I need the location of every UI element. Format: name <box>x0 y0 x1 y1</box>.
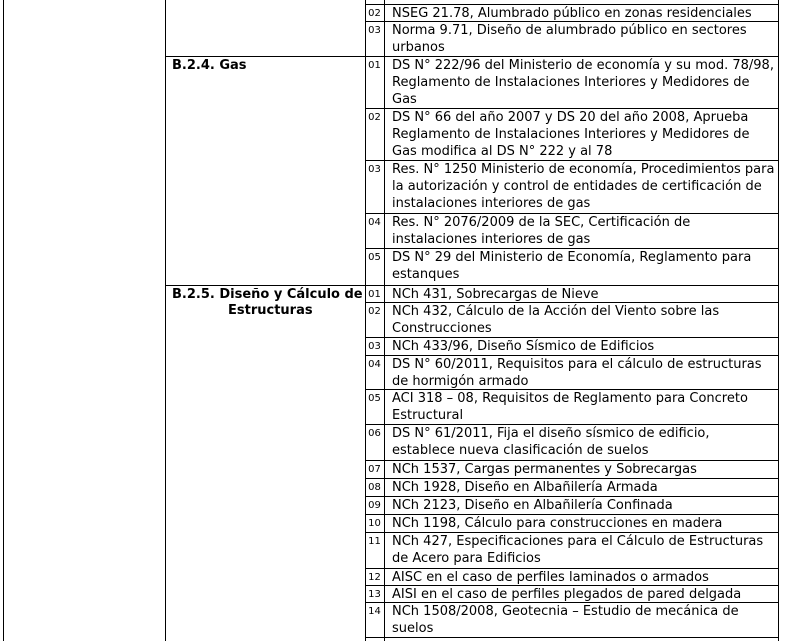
item-number: 14 <box>368 606 381 617</box>
item-number: 07 <box>368 464 381 475</box>
item-text: DS N° 61/2011, Fija el diseño sísmico de edificio, establece nueva clasificación de suelos <box>392 426 710 458</box>
item-number: 03 <box>368 25 381 36</box>
item-number: 02 <box>368 112 381 123</box>
item-number: 12 <box>368 572 381 583</box>
section-title-estructuras <box>172 287 363 319</box>
item-text: NCh 1198, Cálculo para construcciones en madera <box>392 516 723 531</box>
left-margin-line <box>3 0 4 641</box>
item-number: 10 <box>368 518 381 529</box>
item-number: 06 <box>368 428 381 439</box>
item-text: NSEG 21.78, Alumbrado público en zonas residenciales <box>392 6 752 21</box>
item-text: Norma 9.71, Diseño de alumbrado público en sectores urbanos <box>392 23 747 55</box>
item-number: 04 <box>368 217 381 228</box>
item-text: DS N° 29 del Ministerio de Economía, Reglamento para estanques <box>392 250 752 282</box>
item-number: 09 <box>368 500 381 511</box>
item-text: AISI en el caso de perfiles plegados de pared delgada <box>392 587 742 602</box>
item-text: NCh 432, Cálculo de la Acción del Viento sobre las Construcciones <box>392 304 720 336</box>
item-text: ACI 318 – 08, Requisitos de Reglamento para Concreto Estructural <box>392 391 748 423</box>
item-number: 05 <box>368 393 381 404</box>
item-text: DS N° 60/2011, Requisitos para el cálculo de estructuras de hormigón armado <box>392 357 762 389</box>
item-text: DS N° 66 del año 2007 y DS 20 del año 2008, Aprueba Reglamento de Instalaciones Interiores y Medidores de Gas modifica al DS N° 222 y al 78 <box>392 110 750 159</box>
table-left-border <box>165 0 166 641</box>
item-number: 04 <box>368 359 381 370</box>
item-text: NCh 1508/2008, Geotecnia – Estudio de mecánica de suelos <box>392 604 739 636</box>
item-number: 03 <box>368 164 381 175</box>
item-number: 02 <box>368 306 381 317</box>
item-text: DS N° 222/96 del Ministerio de economía y su mod. 78/98, Reglamento de Instalaciones Interiores y Medidores de Gas <box>392 58 774 107</box>
item-number: 01 <box>368 289 381 300</box>
item-text: NCh 1928, Diseño en Albañilería Armada <box>392 480 658 495</box>
item-text: NCh 433/96, Diseño Sísmico de Edificios <box>392 339 655 354</box>
item-number: 02 <box>368 8 381 19</box>
item-number: 01 <box>368 60 381 71</box>
item-text: NCh 1537, Cargas permanentes y Sobrecargas <box>392 462 697 477</box>
item-number: 13 <box>368 589 381 600</box>
item-text: NCh 427, Especificaciones para el Cálculo de Estructuras de Acero para Edificios <box>392 534 764 566</box>
row-divider <box>365 637 779 638</box>
item-text: Res. N° 1250 Ministerio de economía, Procedimientos para la autorización y control de entidades de certificación de instalaciones interiores de gas <box>392 162 775 211</box>
item-text: AISC en el caso de perfiles laminados o armados <box>392 570 709 585</box>
item-text: NCh 2123, Diseño en Albañilería Confinada <box>392 498 673 513</box>
item-number: 05 <box>368 252 381 263</box>
section-title-gas: B.2.4. Gas <box>172 58 247 73</box>
number-column-right-border <box>384 0 385 641</box>
item-number: 11 <box>368 536 381 547</box>
item-number: 03 <box>368 341 381 352</box>
item-text: Res. N° 2076/2009 de la SEC, Certificación de instalaciones interiores de gas <box>392 215 691 247</box>
table-right-border <box>778 0 779 641</box>
item-text: NCh 431, Sobrecargas de Nieve <box>392 287 599 302</box>
section-title-estructuras-line1: B.2.5. Diseño y Cálculo de <box>172 287 363 302</box>
item-number: 08 <box>368 482 381 493</box>
section-title-estructuras-line2: Estructuras <box>228 303 313 318</box>
